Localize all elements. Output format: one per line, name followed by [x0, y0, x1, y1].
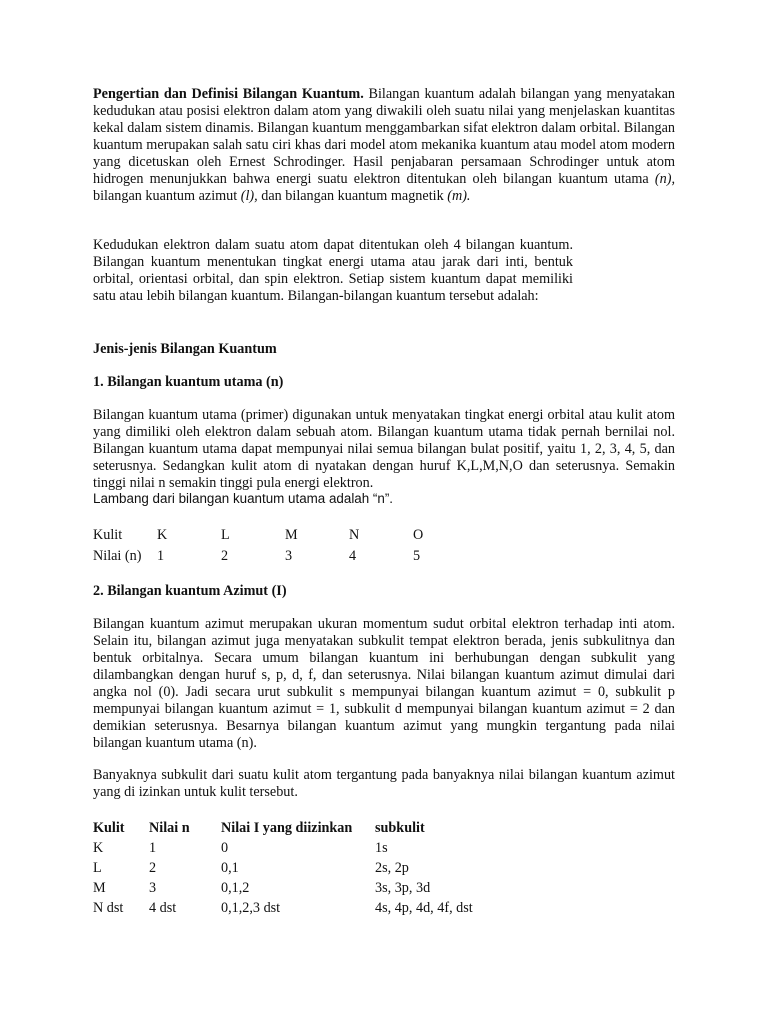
table-subkulit	[93, 820, 515, 920]
table-header-row	[93, 820, 515, 840]
table-cell: Kulit	[93, 527, 123, 543]
table-cell: 3	[149, 880, 157, 896]
table-cell: 0,1,2	[221, 880, 250, 896]
intro-text-3: dan bilangan kuantum magnetik	[257, 188, 448, 204]
heading-jenis: Jenis-jenis Bilangan Kuantum	[93, 341, 277, 357]
intro-m: (m).	[447, 188, 471, 204]
table-cell: 5	[413, 548, 421, 564]
intro-paragraph	[93, 86, 675, 205]
table-kulit-nilai	[93, 527, 453, 569]
intro-text-1: Bilangan kuantum adalah bilangan yang menyatakan kedudukan atau posisi elektron dalam atom yang diwakili oleh suatu nilai yang menjelaskan kuantitas kekal dalam sistem dinamis. Bilangan kuantum menggambarkan sifat elektron dalam orbital. Bilangan kuantum merupakan salah satu ciri khas dari model atom mekanika kuantum atau model atom modern yang dicetuskan oleh Ernest Schrodinger. Hasil penjabaran persamaan Schrodinger untuk atom hidrogen menunjukkan bahwa energi suatu elektron ditentukan oleh bilangan kuantum utama	[93, 86, 675, 187]
paragraph-subkulit: Banyaknya subkulit dari suatu kulit atom tergantung pada banyaknya nilai bilangan kuantum azimut yang di izinkan untuk kulit tersebut.	[93, 767, 675, 800]
table-row	[93, 840, 515, 860]
table-cell: 4 dst	[149, 900, 177, 916]
table-cell: 1	[157, 548, 165, 564]
table-cell: 0,1	[221, 860, 239, 876]
table-cell: K	[93, 840, 104, 856]
paragraph-section-1: Bilangan kuantum utama (primer) digunakan untuk menyatakan tingkat energi orbital atau kulit atom yang dimiliki oleh elektron dalam sebuah atom. Bilangan kuantum utama tidak pernah bernilai nol. Bilangan kuantum utama dapat mempunyai nilai semua bilangan bulat positif, yaitu 1, 2, 3, 4, 5, dan seterusnya. Sedangkan kulit atom di nyatakan dengan huruf K,L,M,N,O dan seterusnya. Semakin tinggi nilai n semakin tinggi pula energi elektron.	[93, 407, 675, 491]
paragraph-section-1-lambang: Lambang dari bilangan kuantum utama adalah “n”.	[93, 491, 393, 506]
table-cell: 1s	[375, 840, 388, 856]
table-header-cell: Kulit	[93, 820, 125, 836]
intro-n: (n),	[654, 171, 675, 187]
table-header-cell: subkulit	[375, 820, 425, 836]
heading-section-2: 2. Bilangan kuantum Azimut (I)	[93, 583, 287, 599]
table-row	[93, 880, 515, 900]
table-cell: 0,1,2,3 dst	[221, 900, 281, 916]
table-row	[93, 900, 515, 920]
heading-section-1: 1. Bilangan kuantum utama (n)	[93, 374, 284, 390]
table-cell: 2	[221, 548, 229, 564]
table-cell: M	[93, 880, 106, 896]
intro-title: Pengertian dan Definisi Bilangan Kuantum	[93, 86, 361, 102]
intro-text-2: bilangan kuantum azimut	[93, 188, 241, 204]
table-header-cell: Nilai n	[149, 820, 190, 836]
table-cell: 1	[149, 840, 157, 856]
intro-title-dot: .	[360, 86, 364, 102]
table-cell: L	[221, 527, 230, 543]
table-cell: 4	[349, 548, 357, 564]
table-cell: M	[285, 527, 298, 543]
table-cell: Nilai (n)	[93, 548, 142, 564]
table-cell: K	[157, 527, 168, 543]
table-header-cell: Nilai I yang diizinkan	[221, 820, 353, 836]
table-cell: O	[413, 527, 424, 543]
table-cell: 4s, 4p, 4d, 4f, dst	[375, 900, 473, 916]
table-cell: N	[349, 527, 360, 543]
table-cell: 3	[285, 548, 293, 564]
paragraph-kedudukan: Kedudukan elektron dalam suatu atom dapat ditentukan oleh 4 bilangan kuantum. Bilangan kuantum menentukan tingkat energi utama atau jarak dari inti, bentuk orbital, orientasi orbital, dan spin elektron. Setiap sistem kuantum dapat memiliki satu atau lebih bilangan kuantum. Bilangan-bilangan kuantum tersebut adalah:	[93, 237, 573, 304]
table-cell: 2	[149, 860, 157, 876]
table-cell: 2s, 2p	[375, 860, 409, 876]
table-cell: L	[93, 860, 102, 876]
table-cell: 0	[221, 840, 229, 856]
table-row	[93, 527, 453, 548]
table-cell: 3s, 3p, 3d	[375, 880, 431, 896]
table-row	[93, 860, 515, 880]
table-row	[93, 548, 453, 569]
table-cell: N dst	[93, 900, 124, 916]
paragraph-section-2: Bilangan kuantum azimut merupakan ukuran momentum sudut orbital elektron terhadap inti atom. Selain itu, bilangan azimut juga menyatakan subkulit tempat elektron berada, jenis subkulitnya dan bentuk orbitalnya. Secara umum bilangan kuantum ini berhubungan dengan subkulit yang dilambangkan dengan huruf s, p, d, f, dan seterusnya. Nilai bilangan kuantum azimut dimulai dari angka nol (0). Jadi secara urut subkulit s mempunyai bilangan kuantum azimut = 0, subkulit p mempunyai bilangan kuantum azimut = 1, subkulit d mempunyai bilangan kuantum azimut = 2 dan demikian seterusnya. Besarnya bilangan kuantum azimut yang mungkin tergantung pada nilai bilangan kuantum utama (n).	[93, 616, 675, 751]
intro-l: (l),	[240, 188, 258, 204]
